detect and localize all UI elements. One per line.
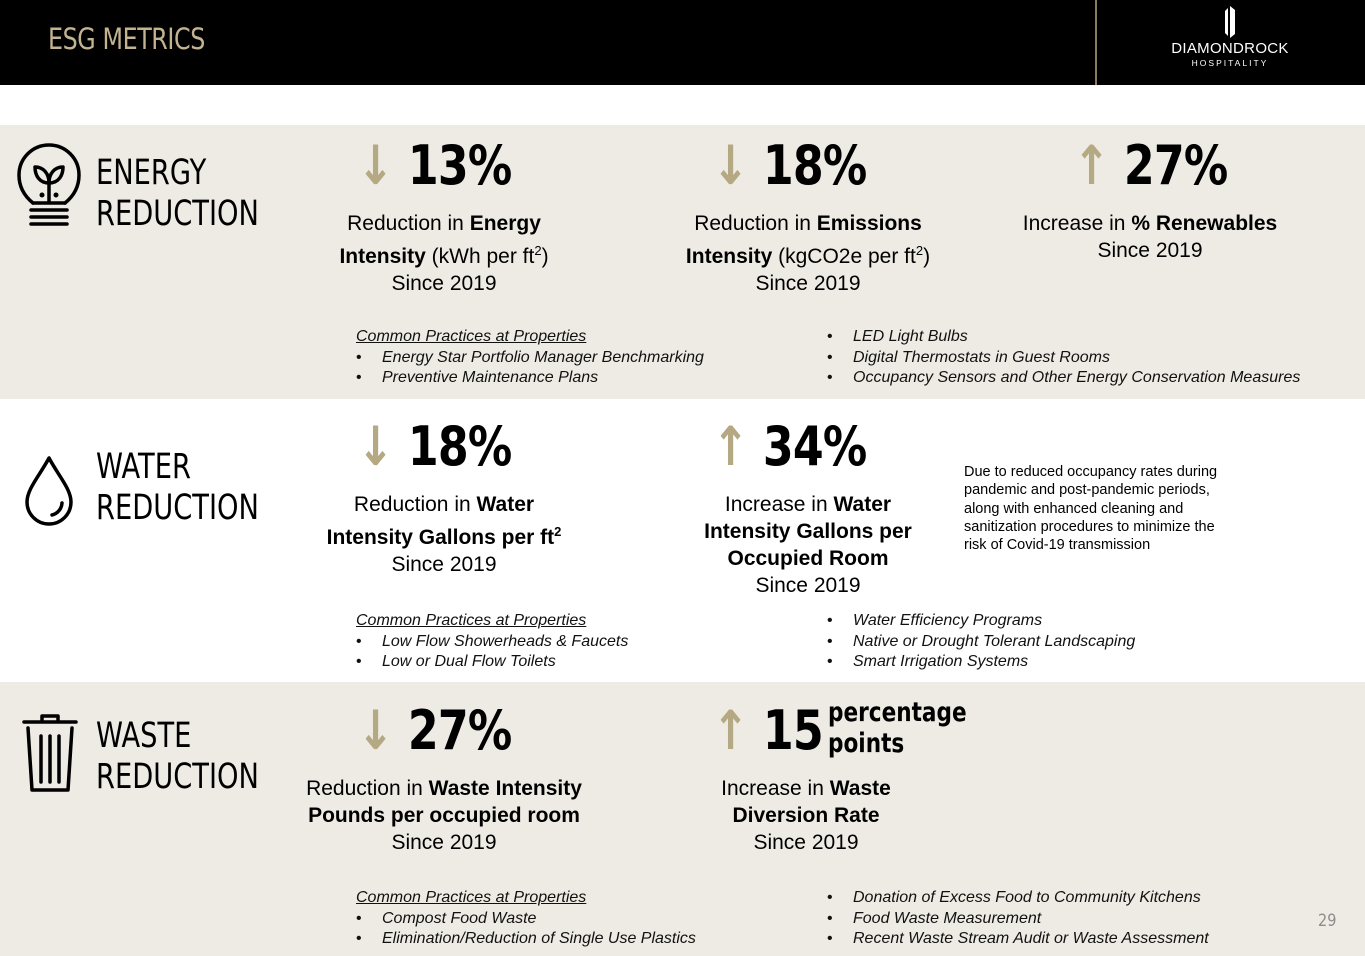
desc-pre: Increase in <box>721 777 830 800</box>
desc-since: Since 2019 <box>1097 239 1203 262</box>
waste-metric-2-unit <box>828 697 967 759</box>
list-item: • Food Waste Measurement <box>827 909 1209 930</box>
trash-can-icon <box>22 714 78 794</box>
list-item: • Occupancy Sensors and Other Energy Conservation Measures <box>827 368 1300 389</box>
water-title <box>96 447 259 529</box>
company-logo <box>1150 6 1310 76</box>
metric-value: 18% <box>407 415 512 478</box>
desc-since: Since 2019 <box>391 553 497 576</box>
desc-post: (kWh per ft <box>425 245 535 268</box>
waste-title <box>96 716 259 798</box>
desc-bold: Water <box>833 493 892 516</box>
water-title-line2: REDUCTION <box>96 488 259 528</box>
energy-title <box>96 153 259 235</box>
metric-value: 15 <box>762 699 823 762</box>
desc-bold: Energy <box>469 212 541 235</box>
energy-practices-left <box>356 327 704 389</box>
desc-bold: Emissions <box>816 212 922 235</box>
header-divider <box>1095 0 1097 85</box>
desc-bold: Pounds per occupied room <box>308 804 580 827</box>
metric-value: 27% <box>1123 134 1228 197</box>
list-item: • Energy Star Portfolio Manager Benchmarking <box>356 348 704 369</box>
water-metric-2-description <box>673 491 943 599</box>
unit-line: points <box>828 728 905 759</box>
desc-sup: 2 <box>554 524 562 539</box>
waste-metric-2-value <box>712 701 823 761</box>
page-title: ESG METRICS <box>48 22 205 56</box>
list-item: • Smart Irrigation Systems <box>827 652 1135 673</box>
energy-metric-3-description <box>1000 210 1300 264</box>
practices-header: Common Practices at Properties <box>356 328 587 345</box>
desc-pre: Reduction in <box>347 212 470 235</box>
list-item: • Low Flow Showerheads & Faucets <box>356 632 628 653</box>
list-item: • LED Light Bulbs <box>827 327 1300 348</box>
practices-header: Common Practices at Properties <box>356 889 587 906</box>
desc-pre: Increase in <box>724 493 834 516</box>
energy-metric-2-value <box>712 136 866 196</box>
water-drop-icon <box>24 455 74 527</box>
list-item: • Elimination/Reduction of Single Use Plastics <box>356 929 696 950</box>
desc-since: Since 2019 <box>391 272 497 295</box>
list-item: • Digital Thermostats in Guest Rooms <box>827 348 1300 369</box>
desc-bold: % Renewables <box>1131 212 1278 235</box>
waste-practices-left <box>356 888 696 950</box>
logo-name: DIAMONDROCK <box>1171 40 1289 57</box>
desc-pre: Reduction in <box>353 493 477 516</box>
up-arrow-icon: ↑ <box>712 699 749 762</box>
desc-since: Since 2019 <box>753 831 859 854</box>
desc-bold: Waste Intensity <box>428 777 582 800</box>
waste-metric-1-description <box>284 775 604 856</box>
desc-post: ) <box>541 245 549 268</box>
energy-title-line1: ENERGY <box>96 153 207 193</box>
metric-value: 13% <box>407 134 512 197</box>
desc-since: Since 2019 <box>391 831 497 854</box>
lightbulb-plant-icon <box>17 143 81 231</box>
water-practices-right <box>827 611 1135 673</box>
waste-title-line2: REDUCTION <box>96 757 259 797</box>
list-item: • Preventive Maintenance Plans <box>356 368 704 389</box>
desc-sup: 2 <box>534 243 542 258</box>
desc-sup: 2 <box>915 243 924 258</box>
energy-metric-1-value <box>357 136 511 196</box>
desc-since: Since 2019 <box>755 574 861 597</box>
list-item: • Native or Drought Tolerant Landscaping <box>827 632 1135 653</box>
energy-practices-right <box>827 327 1300 389</box>
down-arrow-icon: ↓ <box>357 699 394 762</box>
desc-bold: Intensity Gallons per ft <box>326 526 555 549</box>
desc-bold: Occupied Room <box>727 547 889 570</box>
desc-post: ) <box>923 245 931 268</box>
list-item: • Low or Dual Flow Toilets <box>356 652 628 673</box>
up-arrow-icon: ↑ <box>712 415 749 478</box>
desc-bold: Intensity Gallons per <box>704 520 912 543</box>
down-arrow-icon: ↓ <box>712 134 749 197</box>
desc-pre: Reduction in <box>694 212 817 235</box>
water-metric-2-value <box>712 417 866 477</box>
waste-metric-1-value <box>357 701 511 761</box>
desc-pre: Increase in <box>1022 212 1132 235</box>
waste-practices-right <box>827 888 1209 950</box>
desc-bold: Water <box>476 493 535 516</box>
list-item: • Water Efficiency Programs <box>827 611 1135 632</box>
desc-pre: Reduction in <box>306 777 429 800</box>
practices-header: Common Practices at Properties <box>356 612 587 629</box>
page-number: 29 <box>1318 911 1337 931</box>
water-metric-1-value <box>357 417 511 477</box>
list-item: • Donation of Excess Food to Community Kitchens <box>827 888 1209 909</box>
desc-bold: Intensity <box>339 245 426 268</box>
desc-bold: Intensity <box>685 245 773 268</box>
desc-bold: Waste <box>829 777 891 800</box>
waste-metric-2-description <box>676 775 936 856</box>
water-note: Due to reduced occupancy rates during pandemic and post-pandemic periods, along with enhanced cleaning and sanitization procedures to minimize the risk of Covid-19 transmission <box>964 464 1218 554</box>
diamondrock-logo-mark-icon <box>1223 6 1237 38</box>
metric-value: 18% <box>762 134 867 197</box>
water-title-line1: WATER <box>96 447 191 487</box>
metric-value: 27% <box>407 699 512 762</box>
metric-value: 34% <box>762 415 867 478</box>
energy-metric-1-description <box>294 210 594 297</box>
desc-since: Since 2019 <box>755 272 861 295</box>
list-item: • Compost Food Waste <box>356 909 696 930</box>
unit-line: percentage <box>828 697 967 728</box>
water-practices-left <box>356 611 628 673</box>
energy-title-line2: REDUCTION <box>96 194 259 234</box>
water-metric-1-description <box>294 491 594 578</box>
down-arrow-icon: ↓ <box>357 134 394 197</box>
waste-title-line1: WASTE <box>96 716 192 756</box>
desc-bold: Diversion Rate <box>732 804 880 827</box>
up-arrow-icon: ↑ <box>1073 134 1110 197</box>
logo-subtitle: HOSPITALITY <box>1191 58 1269 68</box>
energy-metric-3-value <box>1073 136 1227 196</box>
desc-post: (kgCO2e per ft <box>772 245 916 268</box>
list-item: • Recent Waste Stream Audit or Waste Assessment <box>827 929 1209 950</box>
down-arrow-icon: ↓ <box>357 415 394 478</box>
energy-metric-2-description <box>648 210 968 297</box>
